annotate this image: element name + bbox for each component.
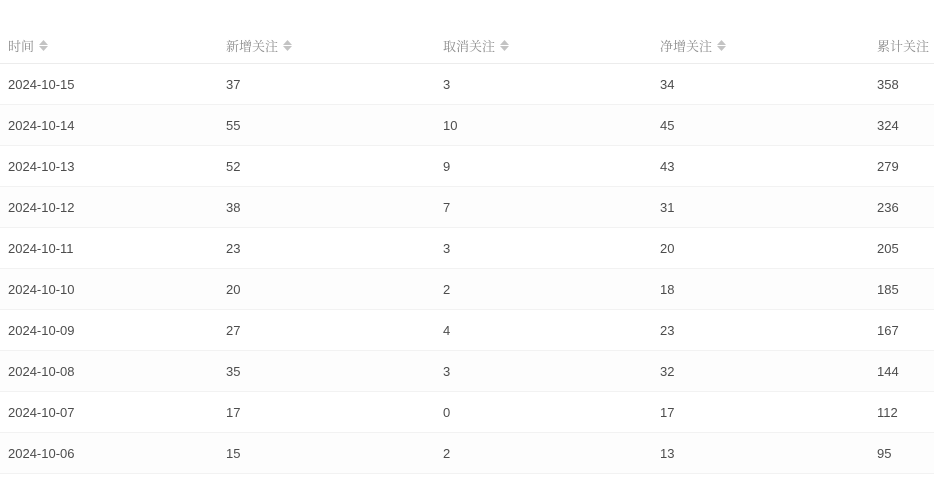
table-row [0,64,934,105]
cell-removed: 10 [443,117,458,133]
cell-added: 20 [226,281,241,297]
table-row [0,392,934,433]
table-row [0,105,934,146]
cell-added: 35 [226,363,241,379]
cell-removed: 3 [443,240,451,256]
table-row [0,269,934,310]
cell-removed: 4 [443,322,451,338]
cell-total: 112 [877,404,898,420]
table-body [0,64,934,474]
table-row [0,187,934,228]
column-header-label: 净增关注 [660,39,713,54]
column-header-label: 时间 [8,39,35,54]
column-header-total-follows[interactable] [869,36,934,55]
table-row [0,433,934,474]
cell-total: 167 [877,322,899,338]
cell-added: 17 [226,404,241,420]
cell-total: 358 [877,76,899,92]
table-row [0,146,934,187]
cell-total: 236 [877,199,899,215]
cell-net: 45 [660,117,675,133]
cell-added: 55 [226,117,241,133]
cell-removed: 7 [443,199,451,215]
table-header-row [0,28,934,64]
cell-total: 144 [877,363,899,379]
sort-icon [500,40,509,51]
cell-removed: 3 [443,363,451,379]
cell-added: 27 [226,322,241,338]
cell-date: 2024-10-08 [8,363,75,379]
cell-net: 17 [660,404,675,420]
cell-removed: 3 [443,76,451,92]
sort-icon [717,40,726,51]
cell-date: 2024-10-13 [8,158,75,174]
cell-total: 205 [877,240,899,256]
cell-added: 23 [226,240,241,256]
cell-net: 13 [660,445,675,461]
cell-date: 2024-10-15 [8,76,75,92]
cell-date: 2024-10-11 [8,240,74,256]
cell-added: 38 [226,199,241,215]
table-row [0,351,934,392]
cell-net: 32 [660,363,675,379]
cell-date: 2024-10-14 [8,117,75,133]
cell-total: 185 [877,281,899,297]
cell-removed: 2 [443,445,451,461]
column-header-net-follows[interactable] [652,36,869,55]
cell-total: 95 [877,445,892,461]
cell-added: 52 [226,158,241,174]
cell-date: 2024-10-06 [8,445,75,461]
column-header-unfollows[interactable] [435,36,652,55]
cell-net: 43 [660,158,675,174]
cell-added: 37 [226,76,241,92]
sort-icon [39,40,48,51]
cell-net: 23 [660,322,675,338]
column-header-time[interactable] [0,36,218,55]
cell-date: 2024-10-09 [8,322,75,338]
cell-total: 324 [877,117,899,133]
table-row [0,228,934,269]
cell-removed: 0 [443,404,451,420]
sort-icon [283,40,292,51]
cell-net: 34 [660,76,675,92]
table-row [0,310,934,351]
cell-total: 279 [877,158,899,174]
column-header-new-follows[interactable] [218,36,435,55]
cell-removed: 9 [443,158,451,174]
cell-removed: 2 [443,281,451,297]
cell-net: 18 [660,281,675,297]
cell-date: 2024-10-07 [8,404,75,420]
cell-net: 20 [660,240,675,256]
cell-date: 2024-10-12 [8,199,75,215]
column-header-label: 取消关注 [443,39,496,54]
column-header-label: 新增关注 [226,39,279,54]
cell-added: 15 [226,445,241,461]
cell-date: 2024-10-10 [8,281,75,297]
cell-net: 31 [660,199,675,215]
column-header-label: 累计关注 [877,39,930,54]
